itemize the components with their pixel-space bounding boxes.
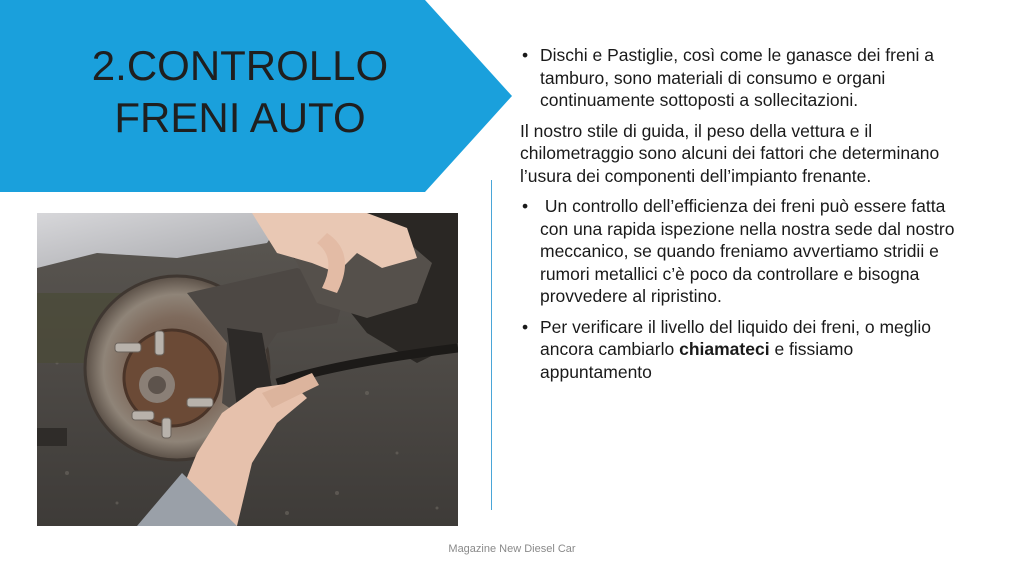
paragraph: Il nostro stile di guida, il peso della vettura e il chilometraggio sono alcuni dei fattori che determinano l’usura dei componenti dell’impianto frenante. [520, 120, 940, 186]
bullet-text-3-start: Per verificare il livello del liquido dei freni, o meglio ancora cambiarlo [540, 316, 932, 359]
footer-text: Magazine New Diesel Car [448, 543, 576, 555]
bullet-dot: • [522, 316, 529, 337]
slide-title [40, 40, 440, 144]
bullet-item-3 [520, 316, 960, 384]
bullet-text-3-bold: chiamateci [679, 339, 770, 359]
vertical-divider [491, 180, 492, 510]
title-line-2: FRENI AUTO [114, 94, 366, 141]
content-body [520, 44, 960, 391]
bullet-dot: • [522, 45, 529, 65]
bullet-item-1 [520, 44, 960, 112]
title-line-1: 2.CONTROLLO [91, 42, 389, 89]
bullet-text-3-end: e fissiamo appuntamento [540, 339, 854, 382]
brake-photo [37, 213, 458, 526]
bullet-text-2: Un controllo dell’efficienza dei freni può essere fatta con una rapida ispezione nella nostra sede dal nostro meccanico, se quando freniamo avvertiamo stridii e rumori metallici c’è poco da controllare e bisogna provvedere al ripristino. [540, 196, 960, 306]
bullet-dot: • [522, 196, 529, 216]
bullet-text-1: Dischi e Pastiglie, così come le ganasce dei freni a tamburo, sono materiali di consumo e organi continuamente sottoposti a sollecitazioni. [540, 45, 934, 110]
brake-illustration [37, 213, 458, 526]
bullet-item-2 [520, 195, 960, 308]
